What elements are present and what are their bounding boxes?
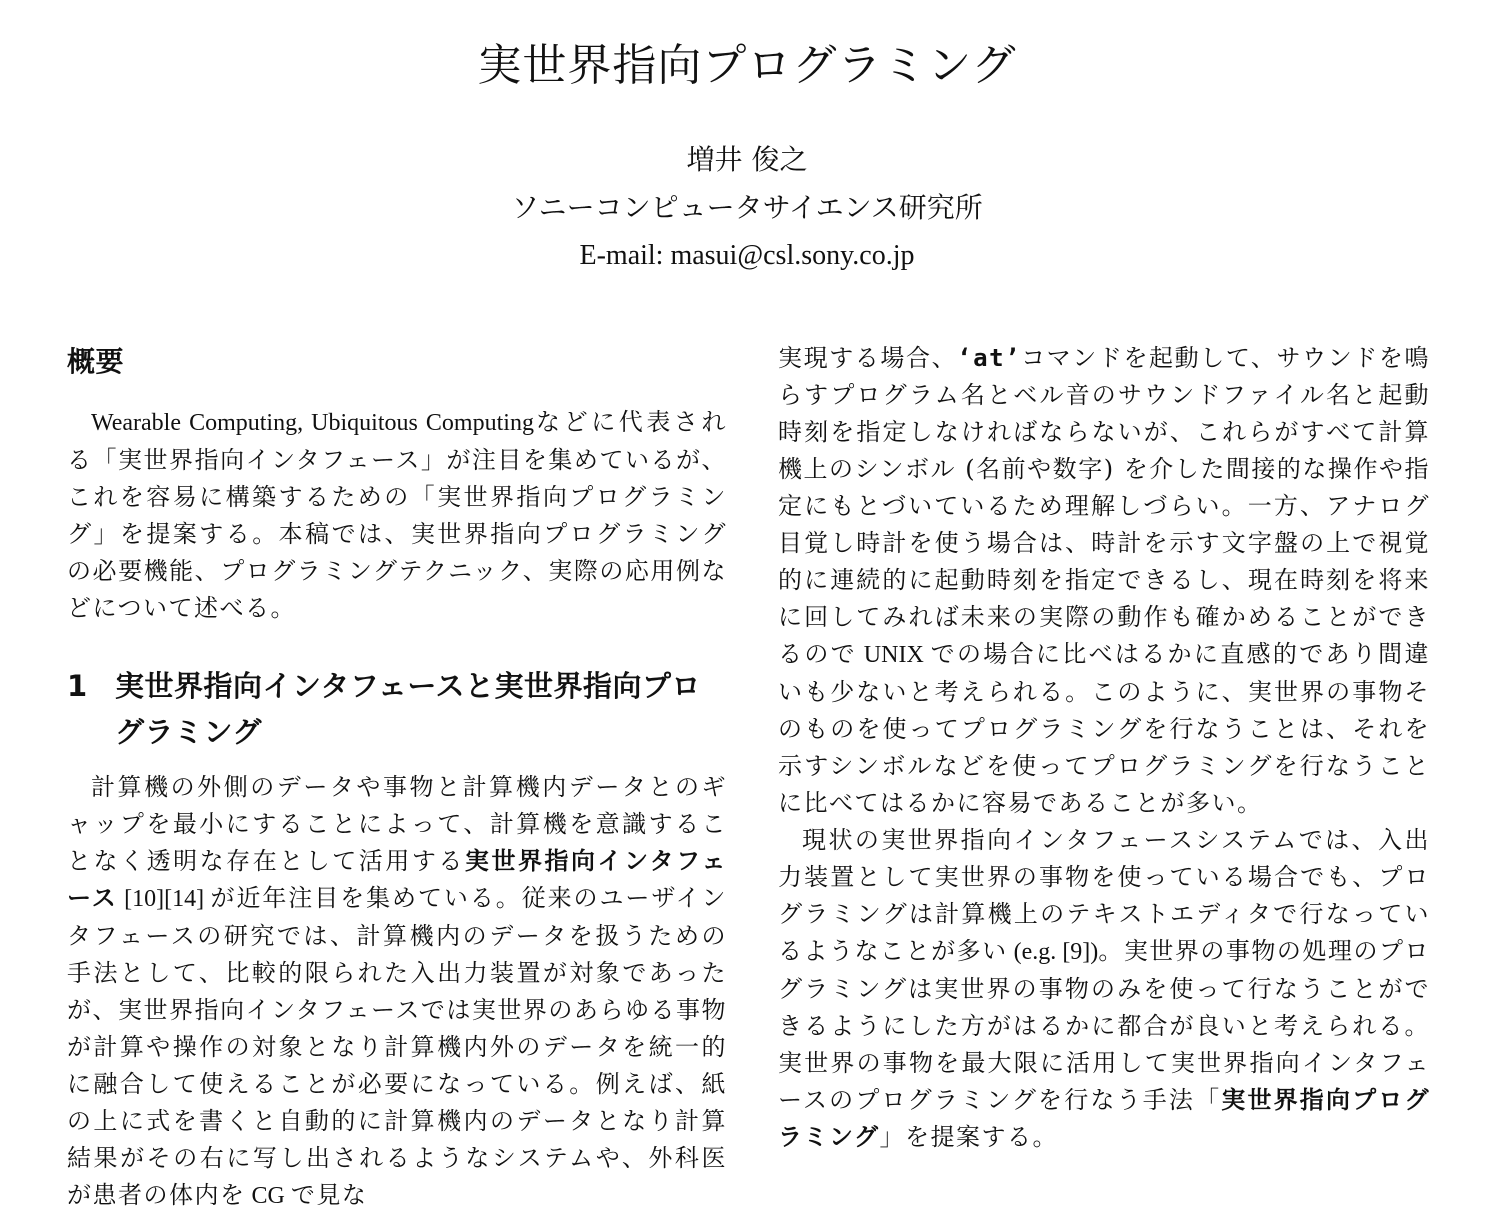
paragraph-text: 現状の実世界指向インタフェースシステムでは、入出力装置として実世界の事物を使っている場合でも、プログラミングは計算機上のテキストエディタで行なっているようなことが多い (778, 826, 1430, 965)
paragraph-text: 実現する場合、 (778, 344, 958, 372)
abstract-paragraph (67, 404, 727, 627)
author-email: E-mail: masui@csl.sony.co.jp (579, 240, 915, 271)
citation: [10][14] (117, 886, 211, 912)
paragraph-text: 計算機の外側のデータや事物と計算機内データとのギャップを最小にすることによって、計算機を意識することなく透明な存在として活用する (67, 773, 727, 875)
author-affiliation: ソニーコンピュータサイエンス研究所 (511, 191, 983, 224)
section1-paragraph-3 (778, 822, 1430, 1156)
citation: (e.g. [9]) (1007, 939, 1099, 965)
paragraph-text: での場合に比べはるかに直感的であり間違いも少ないと考えられる。このように、実世界の事物そのものを使ってプログラミングを行なうことは、それを示すシンボルなどを使ってプログラミングを行なうことに比べてはるかに容易であることが多い。 (778, 640, 1430, 817)
inline-term: CG (245, 1183, 291, 1209)
section1-paragraph-2 (778, 340, 1430, 822)
paragraph-text: 。実世界の事物の処理のプログラミングは実世界の事物のみを使って行なうことができるようにした方がはるかに都合が良いと考えられる。実世界の事物を最大限に活用して実世界指向インタフェースのプログラミングを行なう手法「 (778, 937, 1430, 1114)
left-column (67, 340, 727, 1215)
paragraph-text: 」を提案する。 (879, 1123, 1059, 1151)
emphasis-term: 実世界指向プログラミング (778, 1086, 1430, 1151)
inline-code: ‘at’ (957, 344, 1021, 372)
section-number: 1 (67, 669, 88, 703)
section-title: 実世界指向インタフェースと実世界指向プログラミング (115, 669, 701, 749)
right-column (778, 340, 1430, 1156)
section-heading (67, 663, 727, 755)
paragraph-text: コマンドを起動して、サウンドを鳴らすプログラム名とベル音のサウンドファイル名と起動時刻を指定しなければならないが、これらがすべて計算機上のシンボル (778, 344, 1430, 483)
paragraph-text: で見な (290, 1181, 368, 1209)
parenthetical: (名前や数字) (956, 455, 1124, 483)
paper-title: 実世界指向プログラミング (477, 40, 1017, 91)
abstract-body-text: などに代表される「実世界指向インタフェース」が注目を集めているが、これを容易に構築するための「実世界指向プログラミング」を提案する。本稿では、実世界指向プログラミングの必要機能、プログラミングテクニック、実際の応用例などについて述べる。 (67, 408, 728, 622)
section1-paragraph-1 (67, 769, 727, 1215)
abstract-lead-text: Wearable Computing, Ubiquitous Computing (91, 410, 534, 436)
inline-term: UNIX (856, 642, 931, 668)
author-name: 増井 俊之 (686, 143, 808, 176)
paragraph-text: を介した間接的な操作や指定にもとづいているため理解しづらい。一方、アナログ目覚し時計を使う場合は、時計を示す文字盤の上で視覚的に連続的に起動時刻を指定できるし、現在時刻を将来に回してみれば未来の実際の動作も確かめることができるので (778, 455, 1431, 668)
paragraph-text: が近年注目を集めている。従来のユーザインタフェースの研究では、計算機内のデータを扱うための手法として、比較的限られた入出力装置が対象であったが、実世界指向インタフェースでは実世界のあらゆる事物が計算や操作の対象となり計算機内外のデータを統一的に融合して使えることが必要になっている。例えば、紙の上に式を書くと自動的に計算機内のデータとなり計算結果がその右に写し出されるようなシステムや、外科医が患者の体内を (67, 884, 728, 1209)
abstract-heading: 概要 (67, 345, 125, 378)
emphasis-term: 実世界指向インタフェース (67, 847, 728, 912)
